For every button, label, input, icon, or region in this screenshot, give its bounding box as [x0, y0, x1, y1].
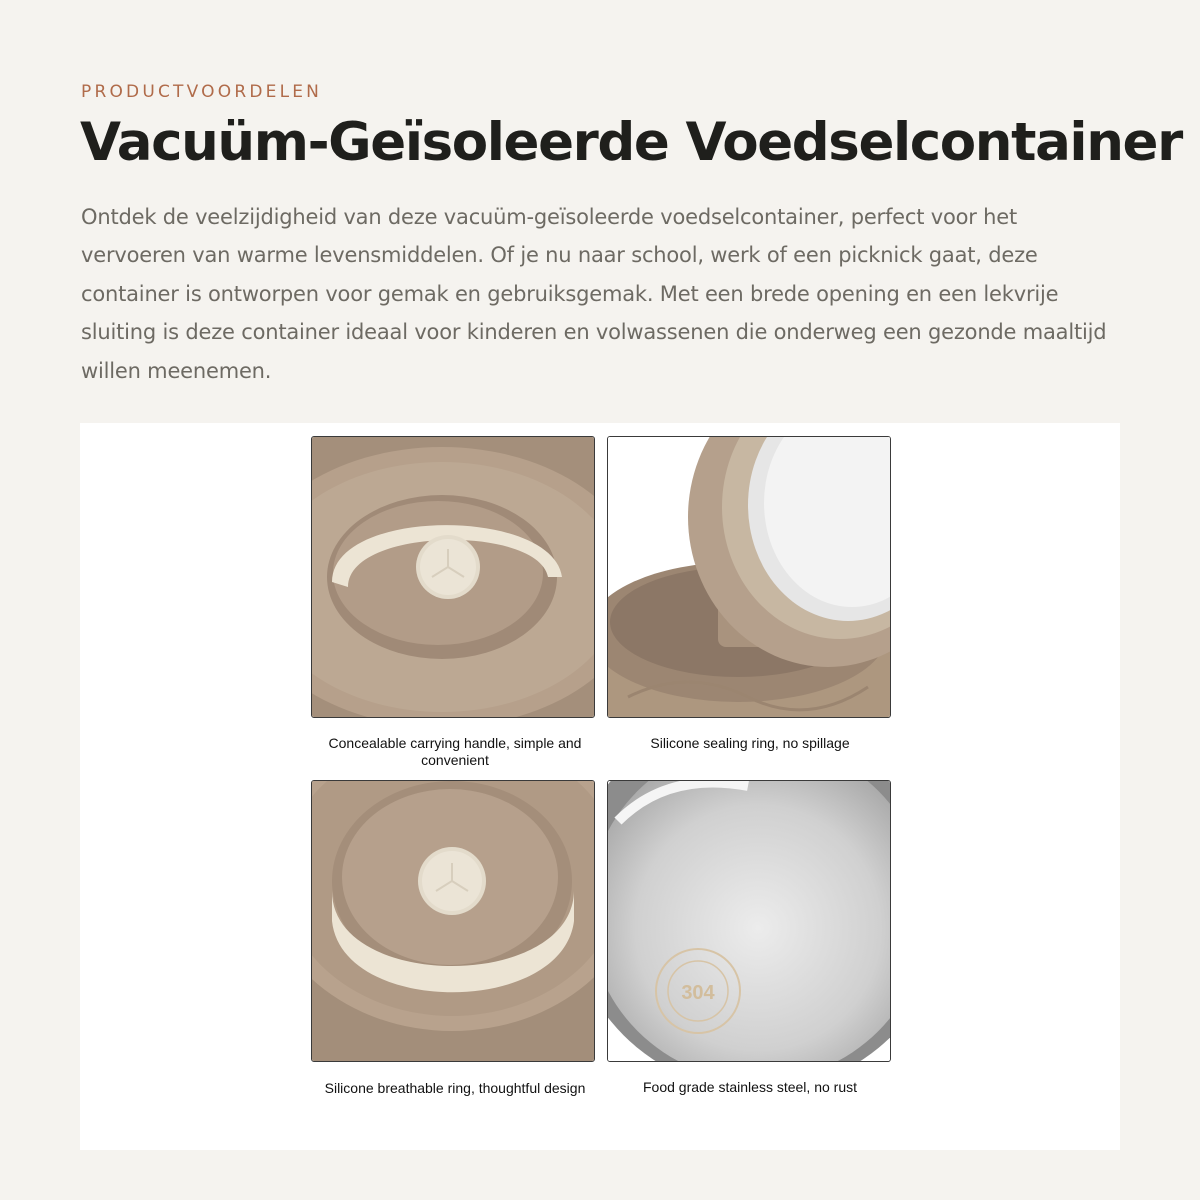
- panel-stainless-steel: [607, 780, 891, 1062]
- breathable-ring-photo-icon: [312, 781, 594, 1061]
- caption-stainless-steel: Food grade stainless steel, no rust: [642, 1079, 857, 1095]
- sealing-ring-photo-icon: [608, 437, 890, 717]
- section-eyebrow: PRODUCTVOORDELEN: [81, 82, 323, 102]
- section-description: Ontdek de veelzijdigheid van deze vacuüm-geïsoleerde voedselcontainer, perfect voor het vervoeren van warme levensmiddelen. Of je nu naar school, werk of een picknick gaat, deze container is ontworpen voor gemak en gebruiksgemak. Met een brede opening en een lekvrije sluiting is deze container ideaal voor kinderen en volwassenen die onderweg een gezonde maaltijd willen meenemen.: [81, 205, 1107, 383]
- stamp-304: 304: [681, 982, 715, 1004]
- caption-carrying-handle: Concealable carrying handle, simple and convenient: [328, 735, 582, 768]
- caption-breathable-ring: Silicone breathable ring, thoughtful design: [324, 1080, 586, 1096]
- stainless-bowl-photo-icon: [608, 781, 890, 1061]
- lid-handle-photo-icon: [312, 437, 594, 717]
- caption-sealing-ring: Silicone sealing ring, no spillage: [650, 735, 850, 751]
- panel-carrying-handle: [311, 436, 595, 718]
- panel-breathable-ring: [311, 780, 595, 1062]
- product-feature-image: [80, 423, 1120, 1150]
- section-title: Vacuüm-Geïsoleerde Voedselcontainer: [80, 112, 1182, 173]
- panel-sealing-ring: [607, 436, 891, 718]
